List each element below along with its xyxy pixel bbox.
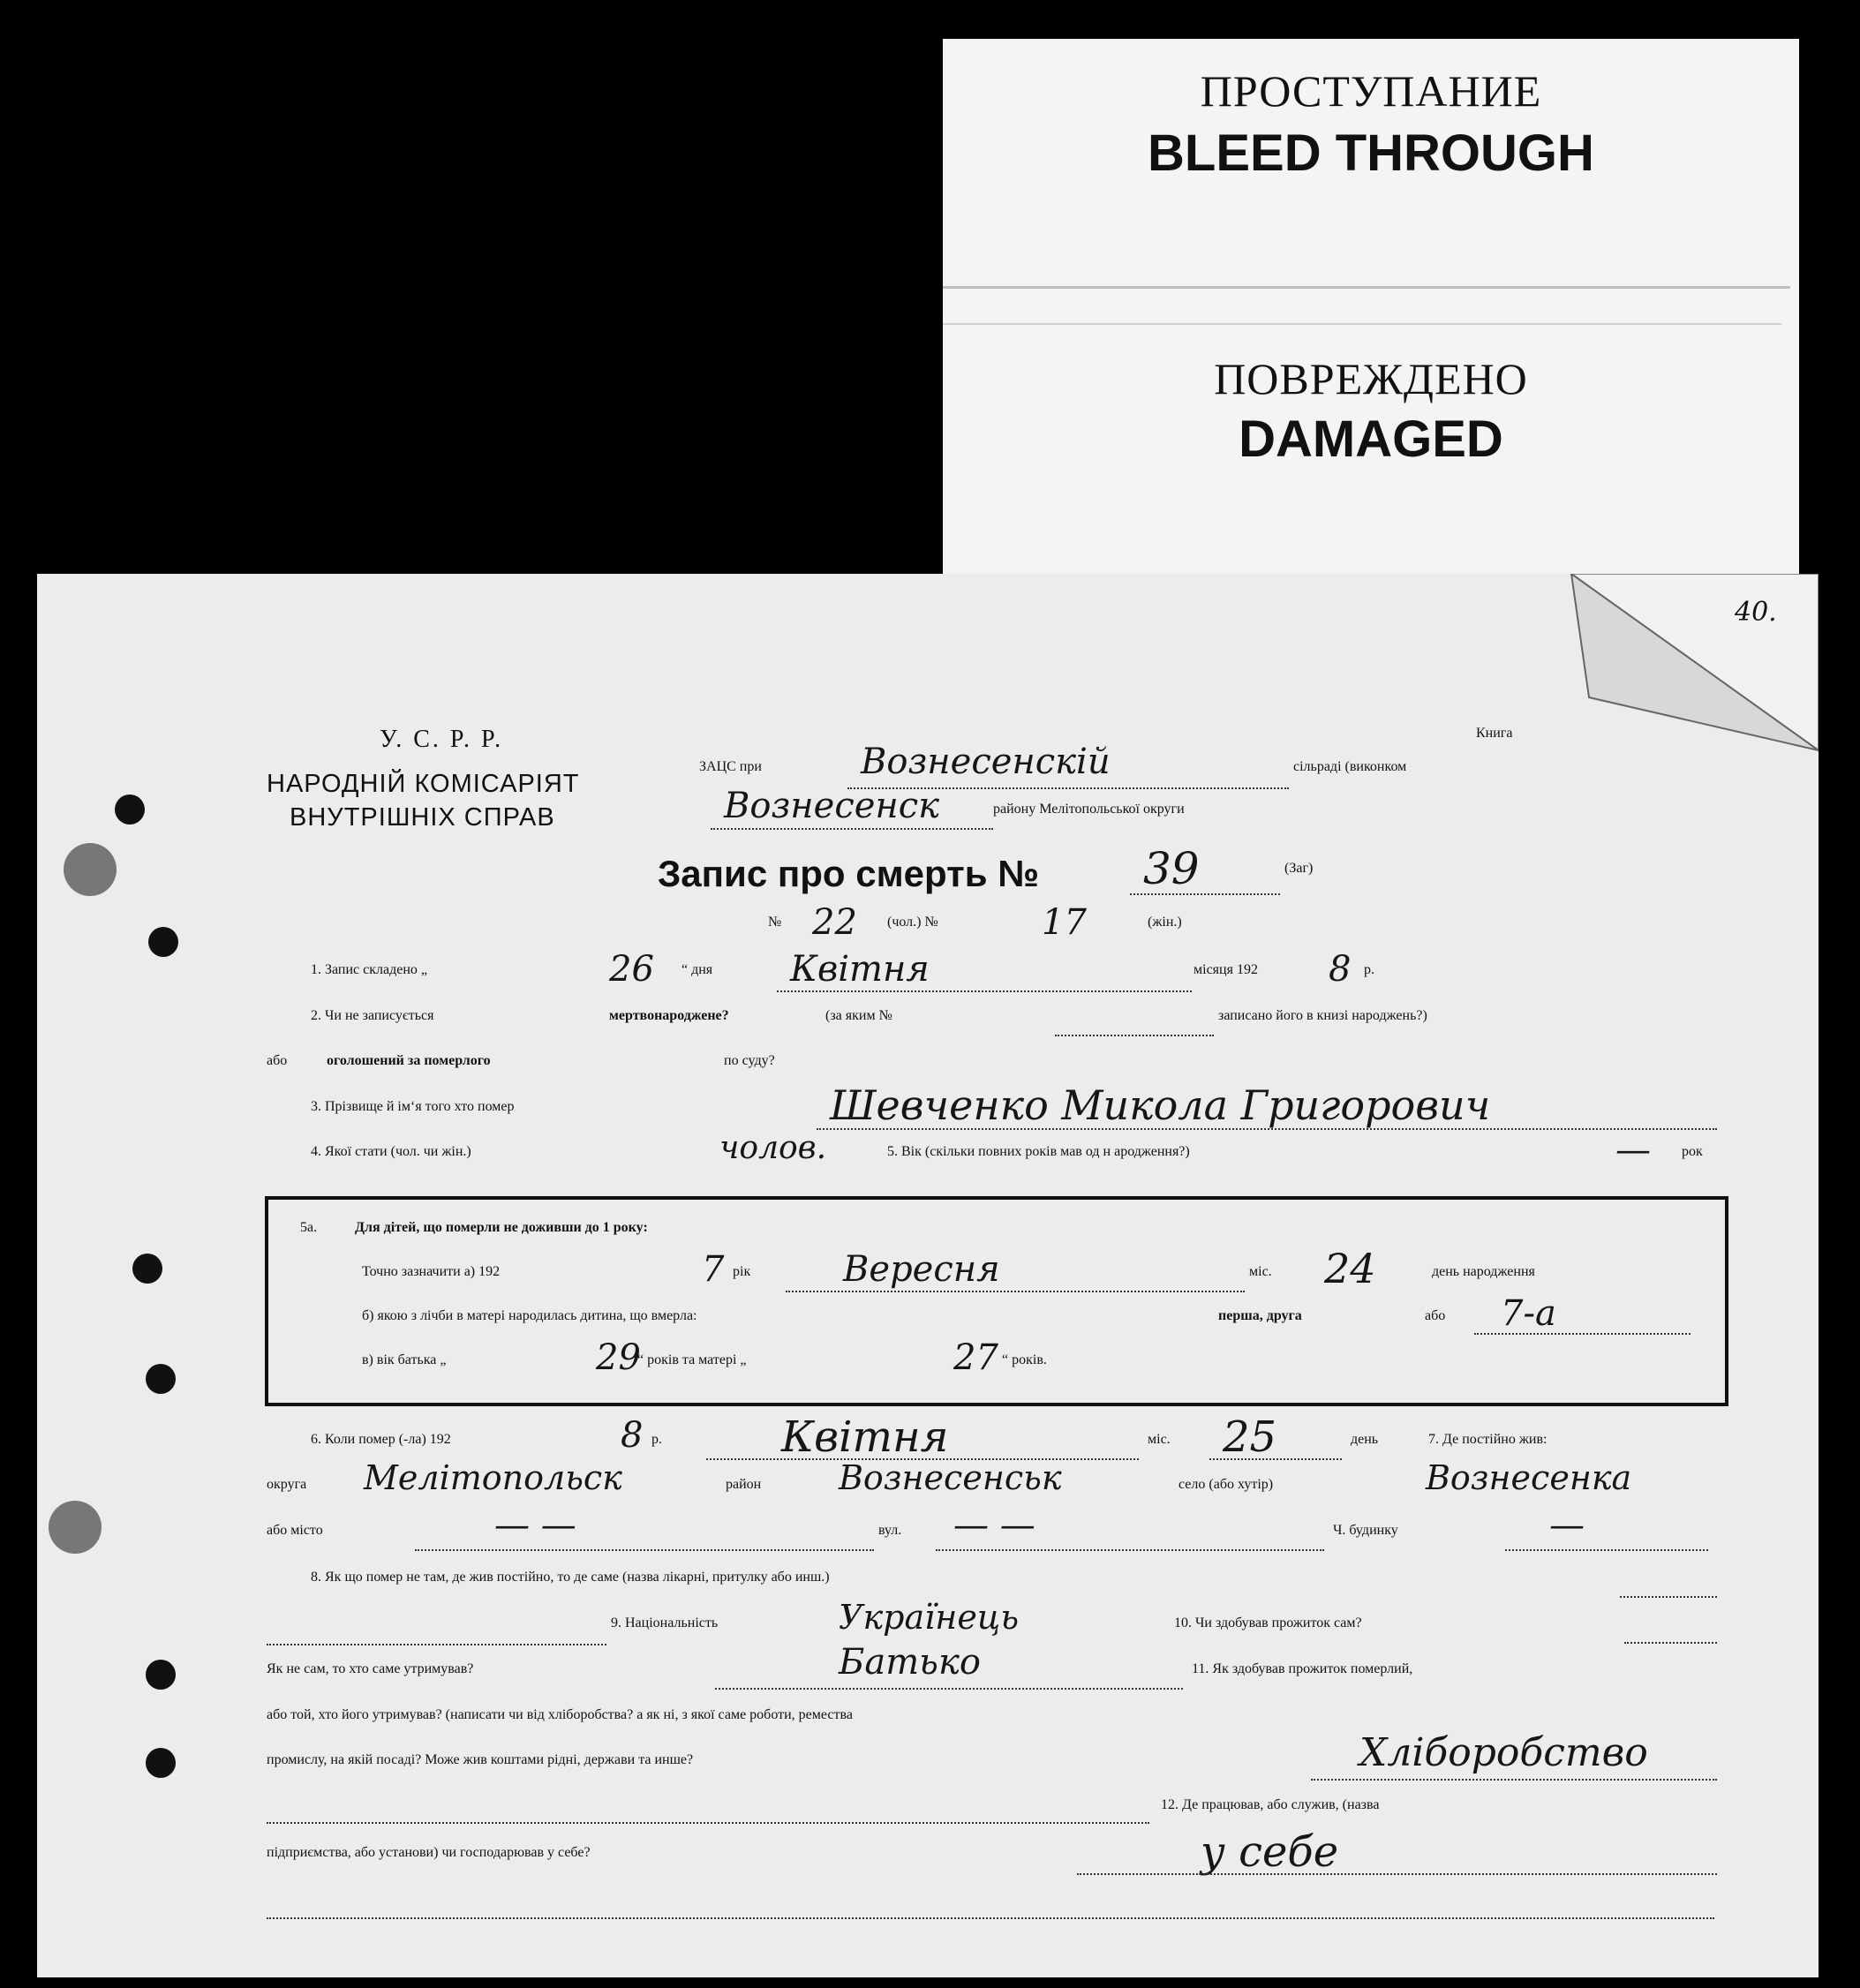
field-7-rayon-value: Вознесенськ	[839, 1458, 1062, 1497]
field-8-label: 8. Як що помер не там, де жив постійно, то де саме (назва лікарні, притулку або инш.)	[311, 1570, 830, 1585]
field-6-year: 8	[621, 1415, 644, 1456]
field-5a-number: 5а.	[300, 1220, 318, 1235]
dotted-line	[267, 1822, 1149, 1824]
dotted-line	[1130, 893, 1280, 895]
field-7-selo-label: село (або хутір)	[1179, 1477, 1274, 1492]
field-1-label: 1. Запис складено „	[311, 962, 427, 977]
field-5-label: 5. Вік (скільки повних років мав од н ародження?)	[887, 1144, 1190, 1159]
punch-hole-faint	[49, 1501, 102, 1554]
field-10-label: 10. Чи здобував прожиток сам?	[1174, 1615, 1362, 1630]
field-7-misto-value: — —	[494, 1505, 576, 1546]
field-6-month: Квітня	[781, 1412, 949, 1462]
book-label: Книга	[1476, 726, 1513, 741]
punch-hole-faint	[64, 843, 117, 896]
punch-hole	[146, 1660, 176, 1690]
field-2-court: по суду?	[724, 1053, 775, 1068]
field-7-bud-value: —	[1549, 1505, 1585, 1546]
field-2-number: (за яким №	[825, 1008, 892, 1023]
district-handwritten: Вознесенск	[724, 786, 940, 826]
zags-prefix: ЗАЦС при	[699, 759, 762, 774]
dotted-line	[1505, 1549, 1708, 1551]
male-label: (чол.) №	[887, 915, 938, 930]
field-12-label: 12. Де працював, або служив, (назва	[1161, 1797, 1380, 1812]
field-2-book: записано його в книзі народжень?)	[1218, 1008, 1427, 1023]
damage-label-card	[943, 39, 1799, 604]
field-7-bud-label: Ч. будинку	[1333, 1523, 1398, 1538]
dotted-line	[777, 990, 1192, 992]
dotted-line	[715, 1688, 1183, 1690]
field-7-label: 7. Де постійно жив:	[1428, 1432, 1547, 1447]
field-5a-c-mid: “ років та матері „	[637, 1352, 747, 1367]
field-5a-father: 29	[596, 1337, 641, 1378]
field-5-value: —	[1615, 1130, 1651, 1171]
no-label: №	[768, 915, 782, 930]
label-damaged-en: DAMAGED	[1239, 410, 1503, 468]
field-1-year: 8	[1329, 949, 1352, 990]
field-5a-day: 24	[1324, 1245, 1376, 1292]
field-7-okruga-value: Мелітопольск	[364, 1458, 622, 1497]
field-4-label: 4. Якої стати (чол. чи жін.)	[311, 1144, 471, 1159]
field-10-value: Батько	[839, 1642, 981, 1683]
dotted-line	[936, 1549, 1324, 1551]
zags-suffix: сільраді (виконком	[1293, 759, 1407, 774]
field-6-year-label: р.	[651, 1432, 662, 1447]
field-5a-a-label: Точно зазначити а) 192	[362, 1264, 501, 1279]
ministry-line-1: НАРОДНІЙ КОМІСАРІЯТ	[267, 770, 580, 798]
field-5a-year: 7	[702, 1249, 725, 1290]
card-fold-line-2	[943, 323, 1781, 325]
dotted-line	[1311, 1779, 1717, 1781]
card-fold-line	[943, 286, 1790, 289]
field-3-label: 3. Прізвище й ім‘я того хто помер	[311, 1099, 515, 1114]
field-7-selo-value: Вознесенка	[1426, 1458, 1632, 1497]
field-1-year-label: р.	[1364, 962, 1374, 977]
dotted-line	[1624, 1642, 1717, 1644]
record-title: Запис про смерть №	[658, 853, 1039, 894]
male-number: 22	[812, 902, 857, 943]
field-2-bold-2: оголошений за померлого	[327, 1053, 491, 1068]
field-5a-year-label: рік	[733, 1264, 751, 1279]
field-5a-mother: 27	[953, 1337, 998, 1378]
field-7-misto-label: або місто	[267, 1523, 323, 1538]
field-7-okruga-label: округа	[267, 1477, 307, 1492]
label-bleed-ru: ПРОСТУПАНИЕ	[1200, 66, 1542, 116]
dotted-line	[1620, 1596, 1717, 1598]
field-5a-birth-label: день народження	[1432, 1264, 1535, 1279]
field-5a-c-label: в) вік батька „	[362, 1352, 447, 1367]
dotted-line	[1077, 1873, 1717, 1875]
field-7-vul-label: вул.	[878, 1523, 902, 1538]
female-number: 17	[1042, 902, 1087, 943]
field-1-month: Квітня	[790, 949, 930, 990]
field-6-month-label: міс.	[1148, 1432, 1171, 1447]
dotted-line	[786, 1291, 1245, 1292]
ministry-line-2: ВНУТРІШНІХ СПРАВ	[290, 803, 555, 832]
field-7-vul-value: — —	[953, 1505, 1035, 1546]
dotted-line	[817, 1128, 1717, 1130]
dotted-line	[1474, 1333, 1691, 1335]
field-5-unit: рок	[1682, 1144, 1703, 1159]
page-number: 40.	[1735, 597, 1777, 628]
field-6-day-label: день	[1351, 1432, 1379, 1447]
state-name: У. С. Р. Р.	[380, 726, 504, 753]
field-2-or: або	[267, 1053, 288, 1068]
field-2-bold: мертвонароджене?	[609, 1008, 729, 1023]
field-10-b-label: Як не сам, то хто саме утримував?	[267, 1661, 474, 1676]
field-5a-month-label: міс.	[1249, 1264, 1272, 1279]
field-6-label: 6. Коли помер (-ла) 192	[311, 1432, 451, 1447]
dotted-line	[711, 828, 993, 830]
field-1-month-label: місяця 192	[1194, 962, 1258, 977]
field-12-b-label: підприємства, або установи) чи господарював у себе?	[267, 1845, 591, 1860]
zags-handwritten: Вознесенскій	[861, 742, 1111, 782]
punch-hole	[146, 1364, 176, 1394]
field-5a-month: Вересня	[843, 1249, 1000, 1290]
field-5a-b-bold: перша, друга	[1218, 1308, 1302, 1323]
field-5a-b-or: або	[1425, 1308, 1446, 1323]
label-damaged-ru: ПОВРЕЖДЕНО	[1214, 354, 1528, 403]
field-5a-b-value: 7-а	[1501, 1293, 1556, 1334]
label-bleed-en: BLEED THROUGH	[1148, 124, 1594, 182]
record-number: 39	[1143, 843, 1200, 894]
punch-hole	[148, 927, 178, 957]
field-3-value: Шевченко Микола Григорович	[830, 1081, 1491, 1129]
field-5a-title: Для дітей, що померли не доживши до 1 року:	[355, 1220, 648, 1235]
field-11-value: Хліборобство	[1359, 1730, 1648, 1775]
field-2-label: 2. Чи не записується	[311, 1008, 434, 1023]
field-5a-b-label: б) якою з лічби в матері народилась дитина, що вмерла:	[362, 1308, 697, 1323]
field-4-value: чолов.	[719, 1130, 827, 1166]
dotted-line	[415, 1549, 874, 1551]
field-1-day: 26	[609, 949, 654, 990]
field-11-label: 11. Як здобував прожиток померлий,	[1192, 1661, 1413, 1676]
record-title-suffix: (Заг)	[1284, 861, 1314, 876]
dotted-line	[267, 1644, 606, 1645]
dotted-line	[267, 1917, 1714, 1919]
dotted-line	[1209, 1458, 1342, 1460]
field-5a-c-end: “ років.	[1002, 1352, 1047, 1367]
field-6-day: 25	[1223, 1412, 1277, 1462]
field-7-rayon-label: район	[726, 1477, 762, 1492]
field-11-c-label: промислу, на якій посаді? Може жив коштами рідні, держави та инше?	[267, 1752, 694, 1767]
field-11-b-label: або той, хто його утримував? (написати чи від хліборобства? а як ні, з якої саме роботи, ремества	[267, 1707, 853, 1722]
district-suffix: району Мелітопольської округи	[993, 802, 1185, 817]
field-12-value: у себе	[1201, 1827, 1339, 1877]
dotted-line	[1055, 1035, 1214, 1036]
field-9-label: 9. Національність	[611, 1615, 719, 1630]
field-9-value: Українець	[839, 1598, 1020, 1637]
female-label: (жін.)	[1148, 915, 1182, 930]
punch-hole	[115, 794, 145, 825]
punch-hole	[146, 1748, 176, 1778]
field-1-day-label: “ дня	[681, 962, 713, 977]
punch-hole	[132, 1254, 162, 1284]
